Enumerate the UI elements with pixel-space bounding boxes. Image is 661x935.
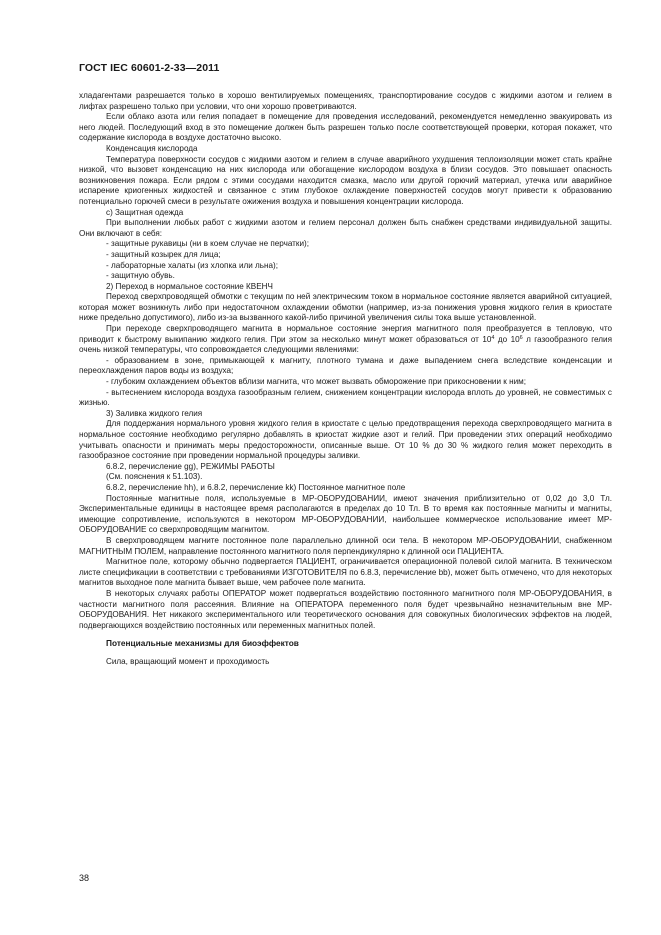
formula-to-word: до — [497, 334, 508, 344]
page-number: 38 — [79, 873, 90, 883]
list-item: - глубоким охлаждением объектов вблизи магнита, что может вызвать обморожение при прикосновении к ним; — [106, 377, 526, 387]
paragraph: Если облако азота или гелия попадает в помещение для проведения исследований, рекомендуется немедленно эвакуировать из него людей. Последующий вход в это помещение должен быть разрешен только после соответствующей проверки, которая покажет, что содержание кислорода в воздухе достаточно высоко. — [79, 112, 612, 143]
list-item: - вытеснением кислорода воздуха газообразным гелием, снижением концентрации кислорода вплоть до уровней, не совместимых с жизнью. — [79, 387, 612, 408]
formula-to-exponent: 6 — [519, 334, 523, 341]
paragraph — [79, 324, 612, 356]
document-body — [79, 91, 612, 667]
subheading: 2) Переход в нормальное состояние КВЕНЧ — [106, 281, 273, 291]
formula-to: 10 — [510, 334, 520, 344]
section-heading: Потенциальные механизмы для биоэффектов — [106, 638, 299, 649]
clause-note: (См. пояснения к 51.103). — [106, 472, 203, 482]
list-item: - лабораторные халаты (из хлопка или льна); — [106, 260, 278, 270]
paragraph: Переход сверхпроводящей обмотки с текущим по ней электрическим током в нормальное состояние является аварийной ситуацией, которая может возникнуть либо при недостаточном охлаждении обмотки (например, из-за понижения уровня жидкого гелия в криостате ниже предельно допустимого), либо из-за вызванного какой-либо причиной увеличения силы тока выше установленной. — [79, 292, 612, 323]
paragraph: Температура поверхности сосудов с жидкими азотом и гелием в случае аварийного ухудшения теплоизоляции может стать крайне низкой, что вызовет конденсацию на них кислорода или обогащение кислородом воздуха в близи сосудов. Это повышает опасность возникновения пожара. Если рядом с этими сосудами находится смазка, масло или другой горючий материал, утечка или аварийное испарение криогенных жидкостей и связанное с этим глубокое охлаждение поверхностей сосудов могут привести к образованию потенциально горючей смеси в результате ожижения воздуха и повышения концентрации кислорода. — [79, 154, 612, 206]
subheading: с) Защитная одежда — [106, 207, 184, 217]
formula-rest: л газообразного гелия очень низкой температуры, что сопровождается следующими явлениями: — [79, 334, 612, 355]
paragraph: В сверхпроводящем магните постоянное поле параллельно длинной оси тела. В некотором МР-ОБОРУДОВАНИИ, снабженном МАГНИТНЫМ ПОЛЕМ, направление постоянного магнитного поля перпендикулярно к длинной оси ПАЦИЕНТА. — [79, 535, 612, 556]
paragraph: хладагентами разрешается только в хорошо вентилируемых помещениях, транспортирование сосудов с жидкими азотом и гелием в лифтах разрешено только при условии, что они хорошо проветриваются. — [79, 91, 612, 111]
subheading: Конденсация кислорода — [106, 143, 198, 153]
clause-reference: 6.8.2, перечисление gg), РЕЖИМЫ РАБОТЫ — [106, 461, 275, 471]
formula-from: 10 — [482, 334, 492, 344]
subheading: 3) Заливка жидкого гелия — [106, 408, 203, 418]
formula-from-exponent: 4 — [491, 334, 495, 341]
paragraph-text: При переходе сверхпроводящего магнита в нормальное состояние энергия магнитного поля преобразуется в тепловую, что приводит к быстрому выкипанию жидкого гелия. При этом за несколько минут может образоваться от — [79, 324, 612, 344]
list-item: - защитную обувь. — [106, 271, 175, 281]
clause-reference: 6.8.2, перечисление hh), и 6.8.2, перечисление kk) Постоянное магнитное поле — [106, 482, 406, 492]
paragraph: При выполнении любых работ с жидкими азотом и гелием персонал должен быть снабжен средствами индивидуальной защиты. Они включают в себя: — [79, 218, 612, 238]
paragraph: Для поддержания нормального уровня жидкого гелия в криостате с целью предотвращения перехода сверхпроводящего магнита в нормальное состояние необходимо регулярно добавлять в криостат жидкие азот и гелий. При проведении этих операций необходимо учитывать опасности и принимать меры предосторожности, описанные выше. От 10 % до 30 % жидкого гелия может переходить в газообразное состояние при проведении нормальной процедуры заливки. — [79, 419, 612, 461]
subheading: Сила, вращающий момент и проходимость — [106, 656, 270, 666]
list-item: - образованием в зоне, примыкающей к магниту, плотного тумана и даже выпадением снега вследствие конденсации и переохлаждения паров воды из воздуха; — [79, 355, 612, 376]
paragraph: Магнитное поле, которому обычно подвергается ПАЦИЕНТ, ограничивается операционной полевой силой магнита. В техническом листе спецификации в соответствии с требованиями ИЗГОТОВИТЕЛЯ по 6.8.3, перечисление bb), может быть отмечено, что для некоторых магнитов выходное поле магнита бывает выше, чем рабочее поле магнита. — [79, 557, 612, 588]
paragraph: В некоторых случаях работы ОПЕРАТОР может подвергаться воздействию постоянного магнитного поля МР-ОБОРУДОВАНИЯ, в частности магнитного поля рассеяния. Влияние на ОПЕРАТОРА переменного поля будет чрезвычайно незначительным вне МР-ОБОРУДОВАНИЯ. Нет никакого экспериментального или теоретического основания для совокупных биологических эффектов на людей, подвергающихся воздействию постоянных или переменных магнитных полей. — [79, 588, 612, 630]
paragraph: Постоянные магнитные поля, используемые в МР-ОБОРУДОВАНИИ, имеют значения приблизительно от 0,02 до 3,0 Тл. Экспериментальные единицы в настоящее время располагаются в пределах до 10 Тл. В то время как постоянные магниты и магниты, имеющие сопротивление, используются в некотором МР-ОБОРУДОВАНИИ, наибольшее коммерческое использование имеет МР-ОБОРУДОВАНИЕ со сверхпроводящим магнитом. — [79, 493, 612, 535]
list-item: - защитный козырек для лица; — [106, 249, 221, 259]
list-item: - защитные рукавицы (ни в коем случае не перчатки); — [106, 239, 309, 249]
document-header: ГОСТ IEC 60601-2-33—2011 — [79, 62, 220, 74]
